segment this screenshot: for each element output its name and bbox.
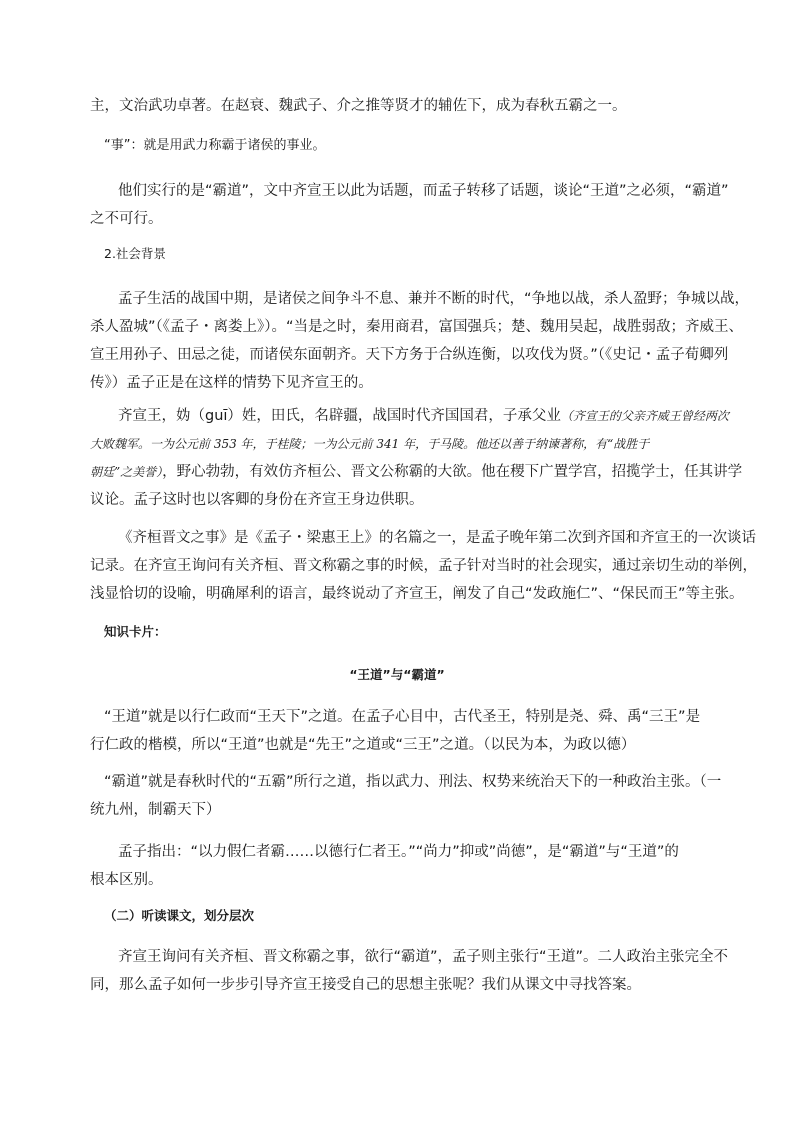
text-line: 《齐桓晋文之事》是《孟子・梁惠王上》的名篇之一，是孟子晚年第二次到齐国和齐宣王的一次谈话: [118, 530, 756, 546]
text-line: “王道”就是以行仁政而“王天下”之道。在孟子心目中，古代圣王，特别是尧、舜、禹“三王”是: [104, 709, 701, 725]
text-line: 行仁政的楷模，所以“王道”也就是“先王”之道或“三王”之道。（以民为本，为政以德）: [90, 737, 636, 753]
text-line: 主，文治武功卓著。在赵衰、魏武子、介之推等贤才的辅佐下，成为春秋五霸之一。: [90, 98, 627, 114]
text-line: 杀人盈城”（《孟子・离娄上》）。“当是之时，秦用商君，富国强兵；楚、魏用吴起，战胜弱敌；齐威王、: [90, 319, 744, 335]
paragraph-1: [90, 92, 730, 120]
paragraph-9: [90, 838, 730, 894]
paragraph-10: [90, 943, 730, 999]
text-line: 之不可行。: [90, 211, 163, 227]
text-line: [90, 402, 730, 430]
text-line: 孟子生活的战国中期，是诸侯之间争斗不息、兼并不断的时代，“争地以战，杀人盈野；争城以战，: [118, 291, 750, 307]
text-line: 浅显恰切的设喻，明确犀利的语言，最终说动了齐宣王，阐发了自己“发政施仁”、“保民而王”等主张。: [90, 586, 744, 602]
text-line: 他们实行的是“霸道”，文中齐宣王以此为话题，而孟子转移了话题，谈论“王道”之必须，“霸道”: [118, 183, 729, 199]
paragraph-6: [90, 524, 757, 608]
text-line: 齐宣王询问有关齐桓、晋文称霸之事，欲行“霸道”，孟子则主张行“王道”。二人政治主张完全不: [118, 949, 729, 965]
text-line: 孟子指出：“以力假仁者霸……以德行仁者王。”“尚力”抑或”尚德”，是“霸道”与“王道”的: [118, 844, 679, 860]
text-line: 议论。孟子这时也以客卿的身份在齐宣王身边供职。: [90, 492, 424, 508]
paragraph-4: [90, 285, 750, 397]
text-line: 宣王用孙子、田忌之徒，而诸侯东面朝齐。天下方务于合纵连衡，以攻伐为贤。”（《史记・孟子荀卿列: [90, 347, 729, 363]
annotation-text: 朝廷”之美誉）: [90, 465, 163, 479]
section-heading-social-background: 2.社会背景: [104, 246, 166, 261]
text-line: 根本区别。: [90, 872, 163, 888]
text-line: [90, 458, 743, 486]
paragraph-3: [90, 177, 730, 233]
paragraph-8: [90, 768, 730, 824]
text-line: “事”：就是用武力称霸于诸侯的事业。: [104, 138, 326, 153]
annotation-text: （齐宣王的父亲齐威王曾经两次: [560, 409, 729, 423]
text-line: 统九州，制霸天下）: [90, 802, 221, 818]
text-line: 记录。在齐宣王询问有关齐桓、晋文称霸之事的时候，孟子针对当时的社会现实，通过亲切生动的举例，: [90, 558, 757, 574]
text-line: 同，那么孟子如何一步步引导齐宣王接受自己的思想主张呢？我们从课文中寻找答案。: [90, 977, 641, 993]
paragraph-7: [90, 703, 730, 759]
text-run: ，野心勃勃，有效仿齐桓公、晋文公称霸的大欲。他在稷下广置学宫，招揽学士，任其讲学: [162, 464, 743, 480]
annotation-text: 大败魏军。一为公元前 353 年，于桂陵；一为公元前 341 年，于马陵。他还以善于纳谏著称，有“战胜于: [90, 437, 650, 451]
text-line: “霸道”就是春秋时代的“五霸”所行之道，指以武力、刑法、权势来统治天下的一种政治主张。（一: [104, 774, 722, 790]
section-heading-listen-read: （二）听读课文，划分层次: [104, 908, 255, 923]
text-line: 传》）孟子正是在这样的情势下见齐宣王的。: [90, 375, 373, 391]
knowledge-card-label: 知识卡片：: [104, 624, 167, 639]
knowledge-card-title: “王道”与“霸道”: [349, 667, 445, 682]
paragraph-5: [90, 402, 743, 514]
text-run: 齐宣王，妫（guī）姓，田氏，名辟疆，战国时代齐国国君，子承父业: [118, 408, 561, 424]
paragraph-2: [104, 135, 744, 157]
